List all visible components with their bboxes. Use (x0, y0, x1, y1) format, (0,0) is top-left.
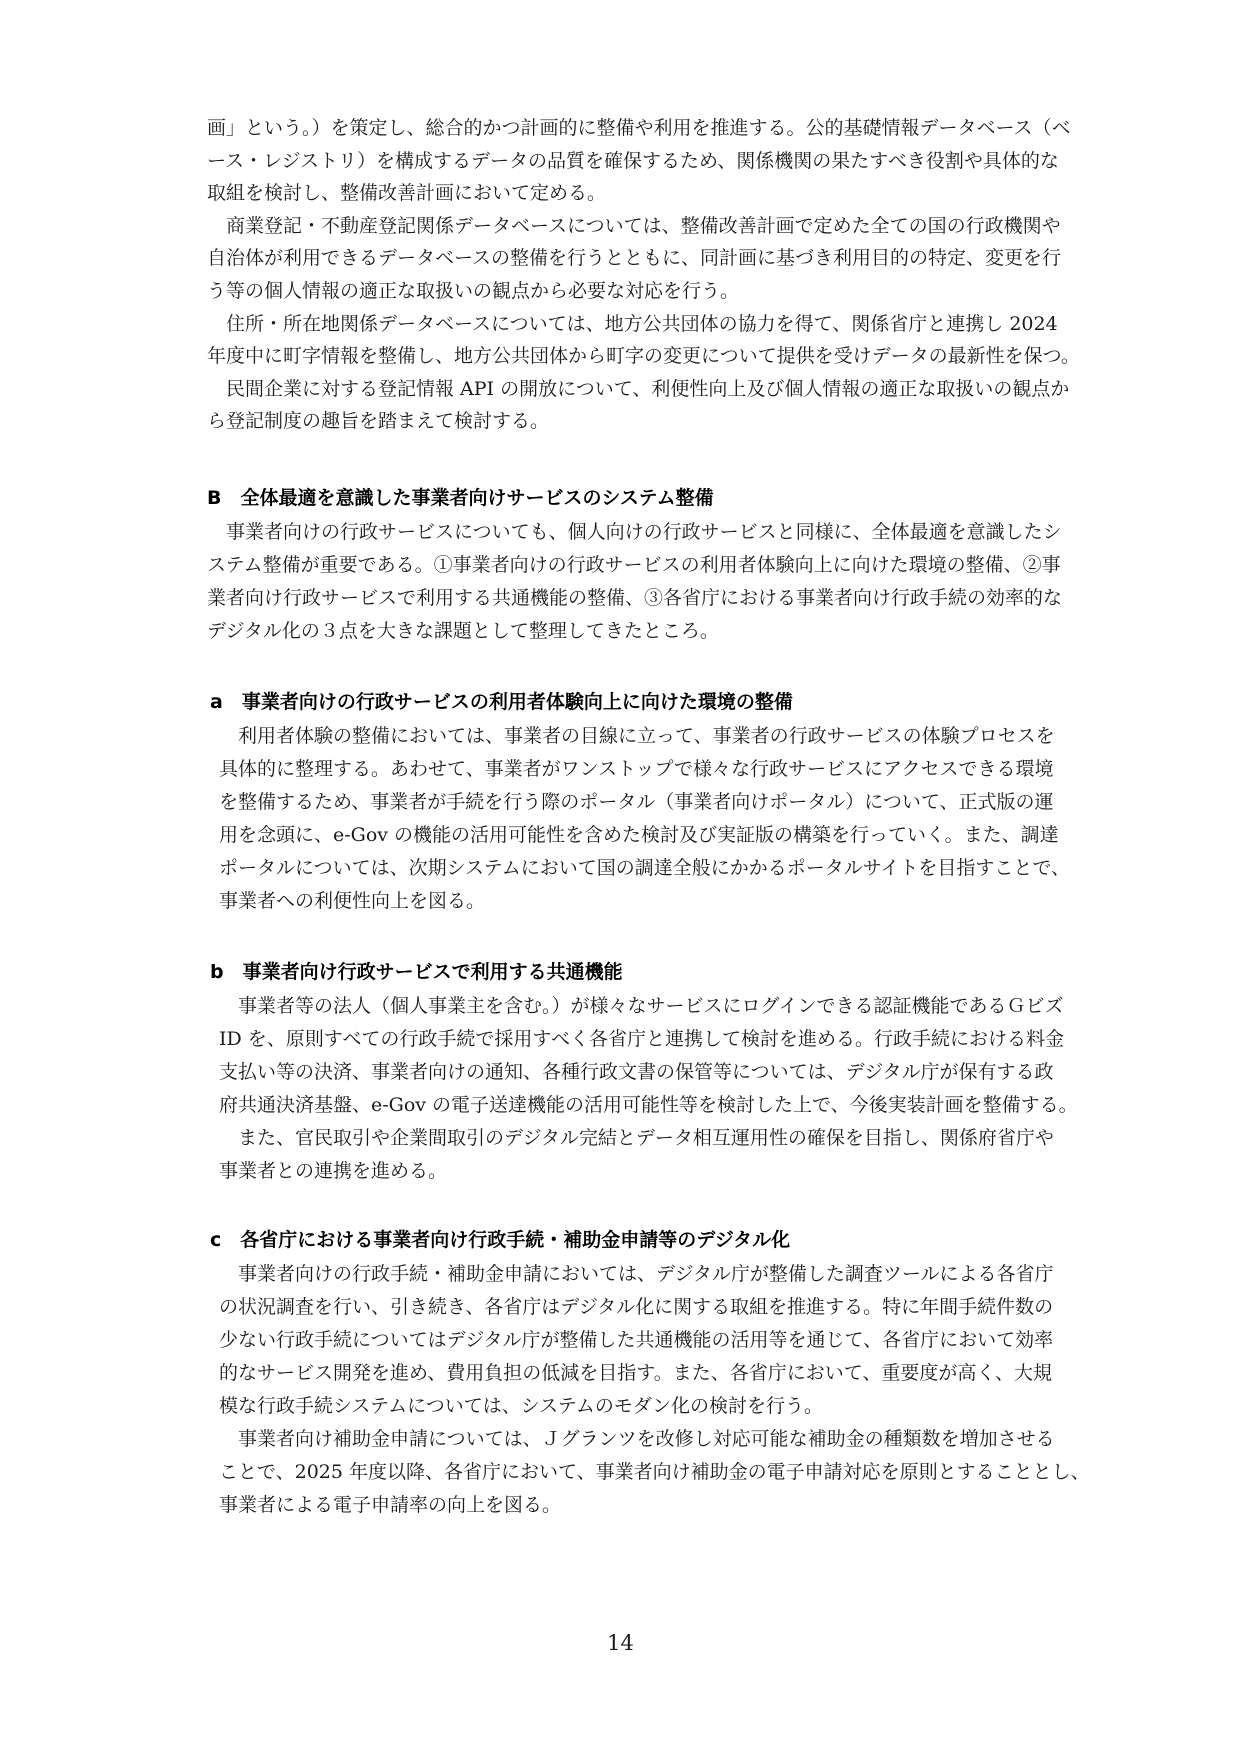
text-line: 民間企業に対する登記情報 API の開放について、利便性向上及び個人情報の適正な取扱いの観点か (207, 378, 1070, 400)
text-line: また、官民取引や企業間取引のデジタル完結とデータ相互運用性の確保を目指し、関係府省庁や (219, 1127, 1054, 1149)
text-line: 事業者等の法人（個人事業主を含む。）が様々なサービスにログインできる認証機能であるＧビズ (219, 995, 1064, 1017)
text-line: 事業者への利便性向上を図る。 (219, 890, 486, 912)
section-heading-b: B 全体最適を意識した事業者向けサービスのシステム整備 (207, 487, 714, 509)
page-number: 14 (607, 1631, 634, 1655)
text-line: 事業者向けの行政手続・補助金申請においては、デジタル庁が整備した調査ツールによる各省庁 (219, 1263, 1054, 1285)
subsection-heading-c: c 各省庁における事業者向け行政手続・補助金申請等のデジタル化 (210, 1229, 791, 1251)
text-line: を整備するため、事業者が手続を行う際のポータル（事業者向けポータル）について、正式版の運 (219, 791, 1054, 813)
text-line: デジタル化の３点を大きな課題として整理してきたところ。 (207, 620, 719, 642)
text-line: 事業者向け補助金申請については、Ｊグランツを改修し対応可能な補助金の種類数を増加させる (219, 1428, 1055, 1450)
text-line: う等の個人情報の適正な取扱いの観点から必要な対応を行う。 (207, 280, 740, 302)
text-line: ース・レジストリ）を構成するデータの品質を確保するため、関係機関の果たすべき役割や具体的な (207, 150, 1059, 172)
text-line: ら登記制度の趣旨を踏まえて検討する。 (207, 410, 550, 432)
text-line: 支払い等の決済、事業者向けの通知、各種行政文書の保管等については、デジタル庁が保有する政 (219, 1061, 1054, 1083)
text-line: 事業者による電子申請率の向上を図る。 (219, 1494, 562, 1516)
text-line: 画」という。）を策定し、総合的かつ計画的に整備や利用を推進する。公的基礎情報データベース（ベ (207, 117, 1071, 139)
text-line: 模な行政手続システムについては、システムのモダン化の検討を行う。 (219, 1395, 824, 1417)
text-line: 自治体が利用できるデータベースの整備を行うとともに、同計画に基づき利用目的の特定、変更を行 (207, 247, 1062, 269)
text-line: 的なサービス開発を進め、費用負担の低減を目指す。また、各省庁において、重要度が高く、大規 (219, 1362, 1052, 1384)
subsection-heading-a: a 事業者向けの行政サービスの利用者体験向上に向けた環境の整備 (210, 691, 793, 713)
text-line: 業者向け行政サービスで利用する共通機能の整備、③各省庁における事業者向け行政手続の効率的な (207, 587, 1063, 609)
text-line: の状況調査を行い、引き続き、各省庁はデジタル化に関する取組を推進する。特に年間手続件数の (219, 1296, 1054, 1318)
text-line: ポータルについては、次期システムにおいて国の調達全般にかかるポータルサイトを目指すことで、 (219, 857, 1071, 879)
text-line: 取組を検討し、整備改善計画において定める。 (207, 182, 607, 204)
text-line: 年度中に町字情報を整備し、地方公共団体から町字の変更について提供を受けデータの最新性を保つ。 (207, 345, 1080, 367)
text-line: ことで、2025 年度以降、各省庁において、事業者向け補助金の電子申請対応を原則とすることとし、 (219, 1461, 1090, 1483)
text-line: 用を念頭に、e-Gov の機能の活用可能性を含めた検討及び実証版の構築を行っていく。また、調達 (219, 824, 1059, 846)
text-line: 少ない行政手続についてはデジタル庁が整備した共通機能の活用等を通じて、各省庁において効率 (219, 1329, 1054, 1351)
text-line: 利用者体験の整備においては、事業者の目線に立って、事業者の行政サービスの体験プロセスを (219, 725, 1055, 747)
text-line: 住所・所在地関係データベースについては、地方公共団体の協力を得て、関係省庁と連携し 2024 (207, 313, 1058, 335)
text-line: 事業者向けの行政サービスについても、個人向けの行政サービスと同様に、全体最適を意識したシ (207, 521, 1062, 543)
subsection-heading-b: b 事業者向け行政サービスで利用する共通機能 (210, 961, 623, 983)
text-line: 府共通決済基盤、e-Gov の電子送達機能の活用可能性等を検討した上で、今後実装計画を整備する。 (219, 1094, 1078, 1116)
text-line: ID を、原則すべての行政手続で採用すべく各省庁と連携して検討を進める。行政手続における料金 (219, 1028, 1065, 1050)
text-line: ステム整備が重要である。①事業者向けの行政サービスの利用者体験向上に向けた環境の整備、②事 (207, 554, 1061, 576)
text-line: 商業登記・不動産登記関係データベースについては、整備改善計画で定めた全ての国の行政機関や (207, 215, 1061, 237)
text-line: 具体的に整理する。あわせて、事業者がワンストップで様々な行政サービスにアクセスできる環境 (219, 758, 1054, 780)
text-line: 事業者との連携を進める。 (219, 1160, 448, 1182)
